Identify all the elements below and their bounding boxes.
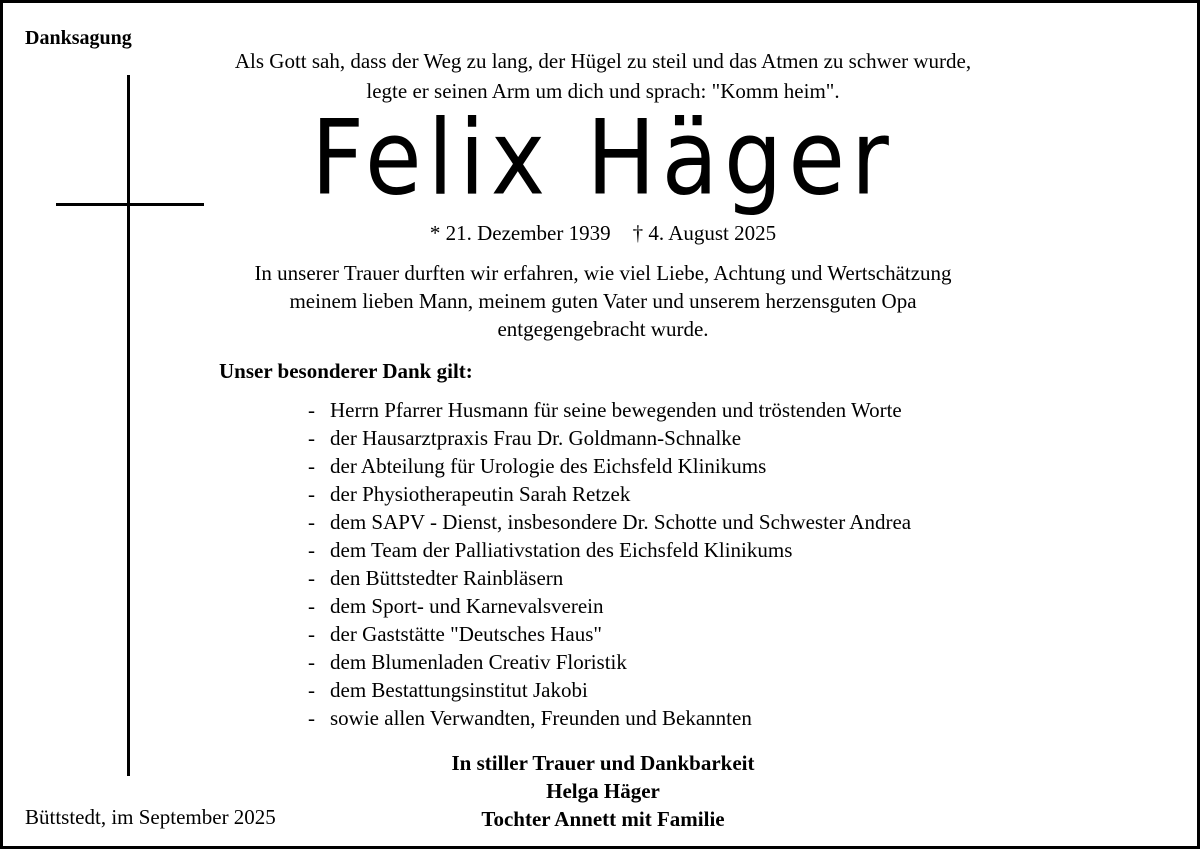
quote-line-1: Als Gott sah, dass der Weg zu lang, der Hügel zu steil und das Atmen zu schwer wurde, <box>234 49 972 73</box>
closing-line-2: Helga Häger <box>546 779 660 803</box>
list-item-text: der Physiotherapeutin Sarah Retzek <box>330 482 631 506</box>
list-item-text: sowie allen Verwandten, Freunden und Bekannten <box>330 706 752 730</box>
list-item <box>308 620 911 648</box>
deceased-name: Felix Häger <box>311 98 895 219</box>
list-item-text: der Gaststätte "Deutsches Haus" <box>330 622 602 646</box>
list-item <box>308 508 911 536</box>
list-item-text: den Büttstedter Rainbläsern <box>330 566 564 590</box>
gratitude-line-2: meinem lieben Mann, meinem guten Vater und unserem herzensguten Opa <box>289 289 917 313</box>
list-bullet: - <box>308 482 315 506</box>
list-bullet: - <box>308 706 315 730</box>
list-bullet: - <box>308 398 315 422</box>
list-item <box>308 396 911 424</box>
list-item <box>308 424 911 452</box>
thanks-heading: Unser besonderer Dank gilt: <box>219 359 473 383</box>
list-item <box>308 704 911 732</box>
closing-signature <box>303 749 903 833</box>
list-bullet: - <box>308 566 315 590</box>
list-bullet: - <box>308 650 315 674</box>
list-bullet: - <box>308 538 315 562</box>
list-item-text: Herrn Pfarrer Husmann für seine bewegenden und tröstenden Worte <box>330 398 902 422</box>
birth-date: * 21. Dezember 1939 <box>429 221 611 245</box>
closing-line-3: Tochter Annett mit Familie <box>481 807 725 831</box>
list-item-text: der Abteilung für Urologie des Eichsfeld Klinikums <box>330 454 767 478</box>
thanks-list <box>308 396 911 732</box>
list-item <box>308 452 911 480</box>
place-and-date: Büttstedt, im September 2025 <box>25 805 276 829</box>
list-item-text: dem Bestattungsinstitut Jakobi <box>330 678 588 702</box>
list-item <box>308 564 911 592</box>
list-item-text: dem Sport- und Karnevalsverein <box>330 594 604 618</box>
list-bullet: - <box>308 454 315 478</box>
gratitude-paragraph <box>103 259 1103 343</box>
list-item-text: dem Blumenladen Creativ Floristik <box>330 650 627 674</box>
list-bullet: - <box>308 426 315 450</box>
list-item <box>308 676 911 704</box>
list-item-text: dem SAPV - Dienst, insbesondere Dr. Schotte und Schwester Andrea <box>330 510 912 534</box>
list-bullet: - <box>308 622 315 646</box>
list-item-text: dem Team der Palliativstation des Eichsfeld Klinikums <box>330 538 793 562</box>
list-item <box>308 648 911 676</box>
list-bullet: - <box>308 594 315 618</box>
closing-line-1: In stiller Trauer und Dankbarkeit <box>451 751 755 775</box>
list-item <box>308 480 911 508</box>
death-date: † 4. August 2025 <box>632 221 777 245</box>
gratitude-line-3: entgegengebracht wurde. <box>497 317 709 341</box>
life-dates <box>103 221 1103 246</box>
gratitude-line-1: In unserer Trauer durften wir erfahren, wie viel Liebe, Achtung und Wertschätzung <box>254 261 952 285</box>
list-item <box>308 592 911 620</box>
quote <box>103 46 1103 106</box>
quote-line-2: legte er seinen Arm um dich und sprach: "Komm heim". <box>366 79 840 103</box>
notice-heading: Danksagung <box>25 27 132 49</box>
list-bullet: - <box>308 678 315 702</box>
list-bullet: - <box>308 510 315 534</box>
list-item-text: der Hausarztpraxis Frau Dr. Goldmann-Schnalke <box>330 426 742 450</box>
list-item <box>308 536 911 564</box>
